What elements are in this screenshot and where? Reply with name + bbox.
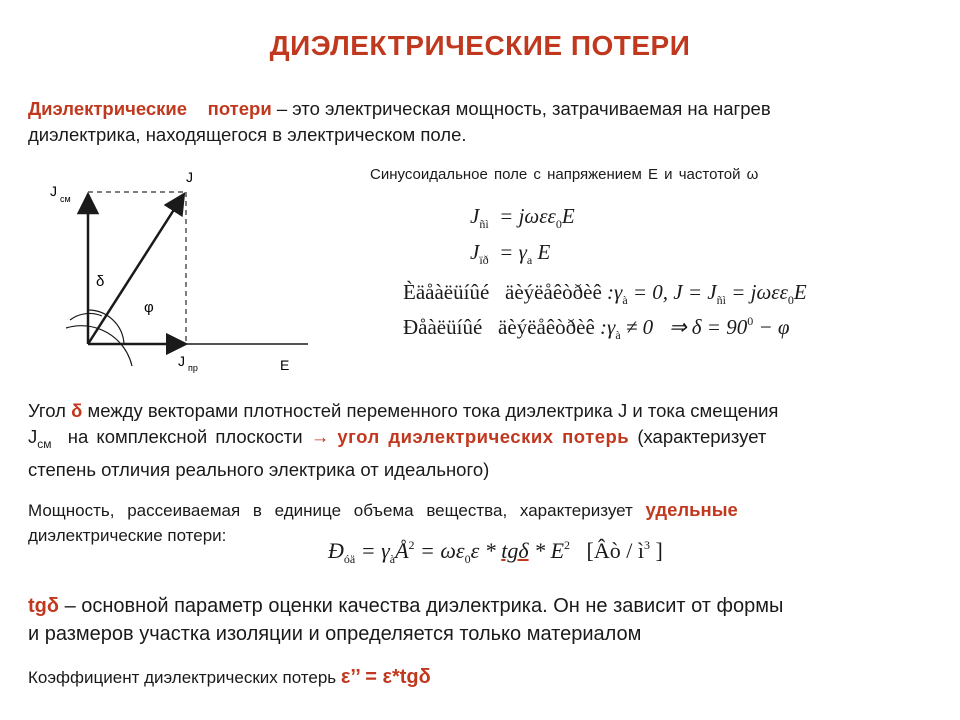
pf-eq2-sub: 0 [464, 552, 471, 566]
definition-line-2: диэлектрика, находящегося в электрическом поле. [28, 124, 467, 145]
angle-line-2 [28, 424, 928, 457]
f1-rhs-end: E [561, 204, 575, 228]
f4-delta: δ = 90 [691, 315, 748, 339]
label-delta: δ [96, 273, 105, 290]
pf-e: Å [395, 538, 409, 563]
f1-rhs-sub: 0 [555, 217, 562, 231]
f2-rhs-sub: a [526, 253, 533, 267]
angle-p2d: (характеризует [637, 426, 767, 447]
f3-end: = jωεε [731, 280, 788, 304]
tg-line-1 [28, 592, 948, 620]
f4-end: − φ [758, 315, 790, 339]
pf-eq3-sup: 2 [564, 538, 571, 552]
f3-word2: äèýëåêòðèê [505, 280, 602, 304]
f4-arrow: ⇒ [668, 315, 687, 339]
label-j: J [186, 169, 193, 185]
f1-lhs: J [470, 204, 480, 228]
f3-rest-sub: à [622, 293, 628, 307]
pf-units: [Âò / ì [586, 538, 644, 563]
power-line1-text: Мощность, рассеиваемая в единице объема вещества, характеризует [28, 501, 633, 520]
f3-rest: :γ [607, 280, 623, 304]
label-jsm-sub: см [60, 194, 71, 204]
definition-term-1: Диэлектрические [28, 98, 188, 119]
angle-p2c: угол диэлектрических потерь [337, 426, 630, 447]
page-title: ДИЭЛЕКТРИЧЕСКИЕ ПОТЕРИ [269, 30, 691, 61]
pf-units-end: ] [655, 538, 663, 563]
label-jsm: J [50, 183, 57, 199]
pf-eq1-sub: à [389, 552, 396, 566]
pf-units-sup: 3 [644, 538, 650, 552]
outer-arc [66, 326, 132, 366]
pf-eq1: = γ [360, 538, 390, 563]
label-jpr: J [178, 353, 185, 369]
f3-end-sub: 0 [787, 293, 794, 307]
f4-tail: ≠ 0 [625, 315, 654, 339]
angle-p2a: J [28, 426, 38, 447]
angle-line-3: степень отличия реального электрика от идеального) [28, 459, 490, 480]
pf-e-sup: 2 [408, 538, 415, 552]
formula-ideal [403, 280, 807, 308]
f2-rhs: = γ [499, 240, 527, 264]
f3-tail: = 0, J = J [632, 280, 717, 304]
angle-line-1 [28, 398, 928, 424]
f1-rhs: = jωεε [499, 204, 556, 228]
pf-tg: tgδ [501, 538, 529, 563]
angle-p2b: на комплексной плоскости [67, 426, 303, 447]
power-formula [328, 538, 663, 567]
f3-end2: E [793, 280, 807, 304]
formula-real [403, 314, 790, 343]
coefficient-line [28, 666, 431, 689]
angle-p1b: между векторами плотностей переменного тока диэлектрика J и тока смещения [87, 400, 779, 421]
coefficient-text: Коэффициент диэлектрических потерь [28, 668, 337, 687]
f3-word1: Èäåàëüíûé [403, 280, 490, 304]
pf-eq2b: ε * [470, 538, 496, 563]
f2-lhs-sub: ïð [479, 253, 489, 267]
pf-eq3: * E [534, 538, 565, 563]
power-line-2: диэлектрические потери: [28, 526, 227, 545]
pf-lhs-sub: óä [343, 552, 356, 566]
pf-lhs: Ð [328, 538, 344, 563]
coefficient-formula: ε’’ = ε*tgδ [340, 666, 431, 688]
delta-arc [70, 313, 102, 320]
f2-lhs: J [470, 240, 480, 264]
definition-rest: – это электрическая мощность, затрачиваемая на нагрев [276, 98, 771, 119]
f1-lhs-sub: ñì [479, 217, 489, 231]
definition-term-2: потери [207, 98, 272, 119]
angle-p2a-sub: см [37, 437, 52, 451]
f4-rest-sub: à [615, 328, 621, 342]
label-e: E [280, 357, 290, 373]
pf-eq2: = ωε [420, 538, 465, 563]
f4-sup: 0 [747, 314, 754, 328]
definition-line-1 [28, 96, 928, 122]
f3-tail-sub: ñì [716, 293, 726, 307]
label-jpr-sub: пр [188, 363, 198, 373]
formula-jpr [470, 240, 550, 268]
angle-arrow: → [310, 426, 330, 447]
j-vector [88, 194, 184, 344]
f4-word2: äèýëåêòðèê [498, 315, 595, 339]
label-phi: φ [144, 299, 154, 316]
tg-paragraph [28, 592, 948, 648]
f2-rhs-end: E [537, 240, 551, 264]
definition-paragraph [28, 96, 928, 148]
tg-line1-text: – основной параметр оценки качества диэлектрика. Он не зависит от формы [64, 595, 784, 617]
vector-diagram [40, 160, 330, 380]
sinusoidal-caption: Синусоидальное поле с напряжением E и частотой ω [370, 166, 759, 183]
power-highlight: удельные [645, 499, 738, 520]
angle-paragraph [28, 398, 928, 483]
f4-rest: :γ [600, 315, 616, 339]
tg-line-2: и размеров участка изоляции и определяется только материалом [28, 623, 642, 645]
angle-p1a: Угол [28, 400, 66, 421]
formula-jsm [470, 204, 575, 232]
tg-term: tgδ [28, 595, 60, 617]
power-line-1 [28, 497, 928, 523]
f4-word1: Ðåàëüíûé [403, 315, 483, 339]
angle-delta: δ [71, 400, 83, 421]
